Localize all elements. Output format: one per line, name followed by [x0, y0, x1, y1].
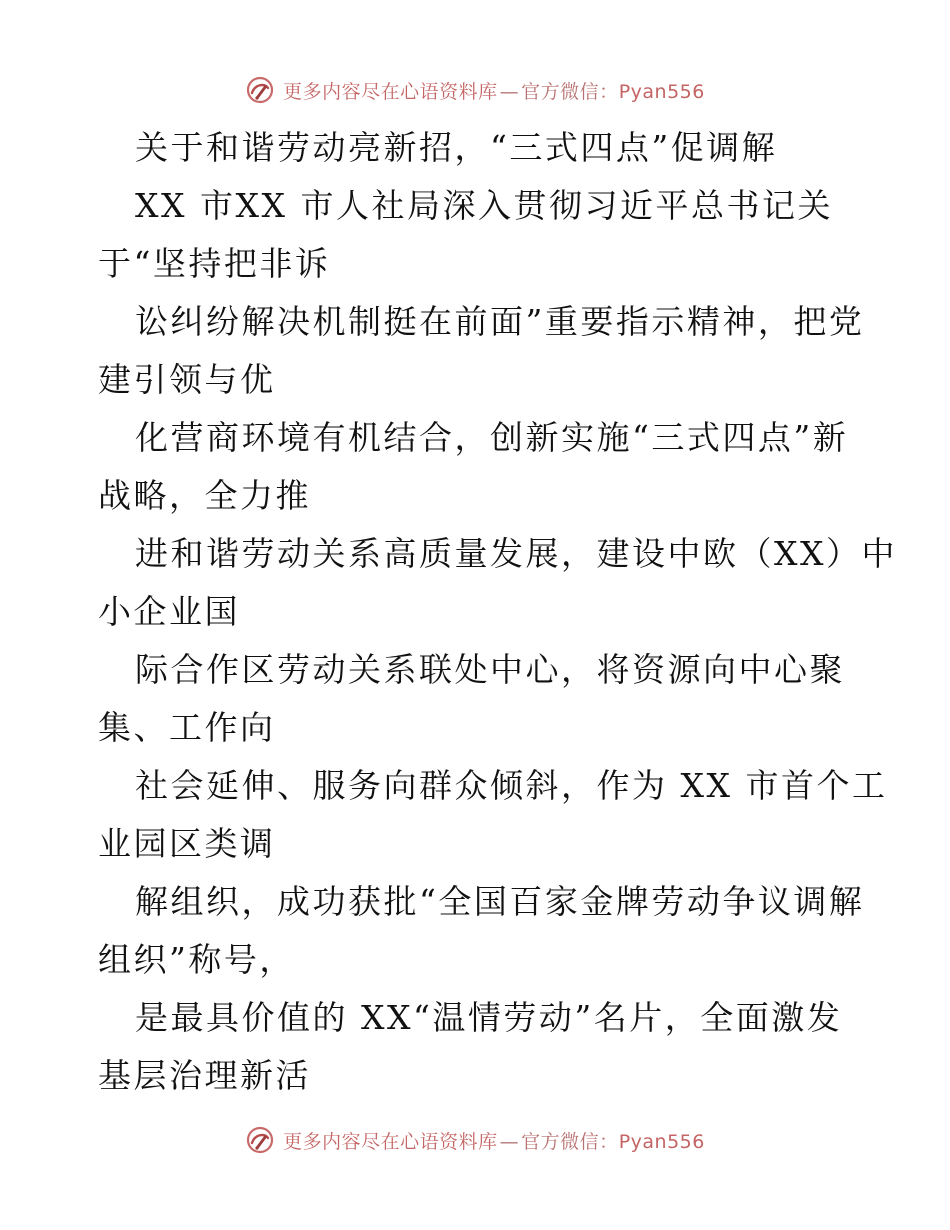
header-watermark	[0, 72, 950, 108]
watermark-wechat-id: Pyan556	[618, 80, 705, 103]
watermark-label: 官方微信：	[521, 1130, 619, 1153]
text-line: 是最具价值的 XX“温情劳动”名片，全面激发	[135, 998, 843, 1037]
text-line: 于“坚持把非诉	[98, 244, 331, 283]
watermark-brand-text: 更多内容尽在心语资料库	[283, 1130, 498, 1153]
text-line: 基层治理新活	[98, 1056, 311, 1095]
swirl-pen-logo-icon	[245, 1125, 275, 1155]
text-line: 际合作区劳动关系联处中心，将资源向中心聚	[135, 650, 845, 689]
document-title: 关于和谐劳动亮新招，“三式四点”促调解	[135, 128, 778, 167]
text-line: 集、工作向	[98, 708, 276, 747]
watermark-separator: —	[499, 1130, 520, 1153]
text-line: 进和谐劳动关系高质量发展，建设中欧（XX）中	[135, 534, 897, 573]
watermark-wechat-id: Pyan556	[618, 1130, 705, 1153]
text-line: 小企业国	[98, 592, 240, 631]
watermark-separator: —	[499, 80, 520, 103]
text-line: 建引领与优	[98, 360, 276, 399]
text-line: 社会延伸、服务向群众倾斜，作为 XX 市首个工	[135, 766, 888, 805]
watermark-brand-text: 更多内容尽在心语资料库	[283, 80, 498, 103]
text-line: 组织”称号，	[98, 940, 295, 979]
watermark-label: 官方微信：	[521, 80, 619, 103]
text-line: 讼纠纷解决机制挺在前面”重要指示精神，把党	[135, 302, 865, 341]
text-line: 业园区类调	[98, 824, 276, 863]
text-line: 战略，全力推	[98, 476, 311, 515]
text-line: 解组织，成功获批“全国百家金牌劳动争议调解	[135, 882, 865, 921]
text-line: 化营商环境有机结合，创新实施“三式四点”新	[135, 418, 849, 457]
footer-watermark	[0, 1122, 950, 1158]
swirl-pen-logo-icon	[245, 75, 275, 105]
text-line: XX 市XX 市人社局深入贯彻习近平总书记关	[135, 186, 833, 225]
